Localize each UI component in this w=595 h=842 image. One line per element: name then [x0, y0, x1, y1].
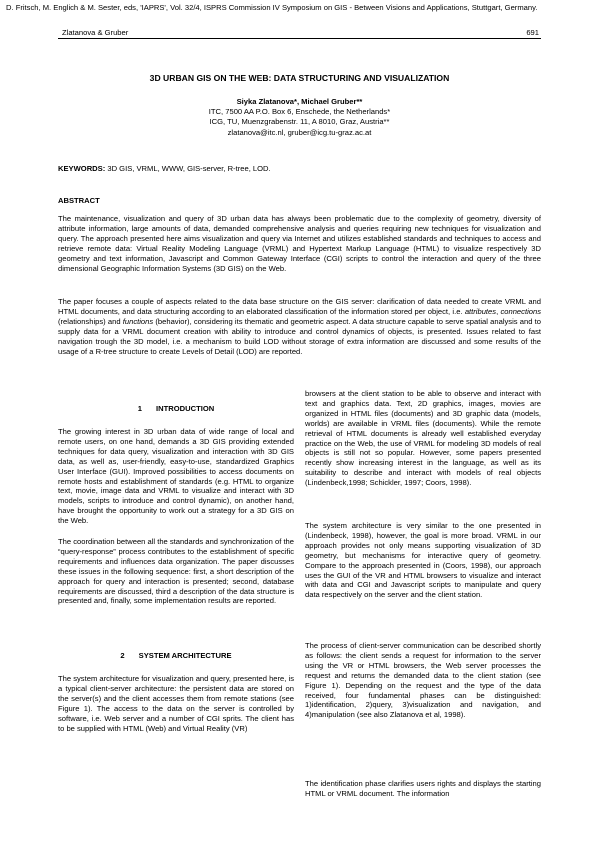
- affiliation-2: ICG, TU, Muenzgrabenstr. 11, A 8010, Graz, Austria**: [209, 117, 390, 127]
- term-connections: connections: [500, 306, 541, 316]
- section-1-heading: [58, 404, 294, 413]
- author-block: [58, 97, 541, 138]
- paper-title: 3D URBAN GIS ON THE WEB: DATA STRUCTURING AND VISUALIZATION: [149, 73, 450, 83]
- section-1-title: INTRODUCTION: [156, 404, 215, 413]
- citation-header: D. Fritsch, M. Englich & M. Sester, eds, 'IAPRS', Vol. 32/4, ISPRS Commission IV Symposium on GIS - Between Visions and Applications, Stuttgart, Germany.: [6, 3, 538, 12]
- author-names: Siyka Zlatanova*, Michael Gruber**: [236, 97, 363, 106]
- section-1-number: 1: [137, 404, 142, 413]
- section-2-title: SYSTEM ARCHITECTURE: [138, 651, 232, 660]
- page-number: 691: [526, 28, 539, 37]
- section-1-paragraph-2: The coordination between all the standards and synchronization of the “query-response” process contributes to the establishment of specific requirements and influences data organization. The paper discusses these issues in the following sequence: first, a short description of the approach for query and interaction is presented; second, database requirements are discussed, third a description of the data structure is presented and, finally, some implementation results are reported.: [58, 537, 294, 606]
- section-2-paragraph-1: The system architecture for visualization and query, presented here, is a typical client-server architecture: the persistent data are stored on the server(s) and the client accesses them from remote stations (see Figure 1). The access to the data on the server is controlled by software, i.e. Web server and a number of CGI sprits. The client has to be supplied with HTML (Web) and Virtual Reality (VR): [58, 674, 294, 733]
- keywords-text: 3D GIS, VRML, WWW, GIS-server, R-tree, LOD.: [105, 164, 271, 173]
- right-column-paragraph-2: The system architecture is very similar to the one presented in (Lindenbeck, 1998), however, the goal is more broad. VRML in our approach provides not only means supporting visualization of 3D geometry, but mechanisms for interactive query of geometry. Compare to the approach presented in (Coors, 1998), our approach uses the GUI of the VR and HTML browsers to visualize and interact with data and CGI and Javascript scripts to manipulate and query data respectively on the server and the client station.: [305, 521, 541, 600]
- section-2-number: 2: [120, 651, 125, 660]
- right-column-paragraph-3: The process of client-server communication can be described shortly as follows: the client sends a request for information to the server using the VR or HTML browsers, the Web server processes the request and returns the demanded data to the client station (see Figure 1). Depending on the request and the type of the data received, four fundamental phases can be distinguished: 1)identification, 2)query, 3)visualization and navigation, and 4)manipulation (see also Zlatanova et al, 1998).: [305, 641, 541, 720]
- affiliation-1: ITC, 7500 AA P.O. Box 6, Enschede, the Netherlands*: [208, 107, 391, 117]
- section-2-heading: [58, 651, 294, 660]
- abstract-paragraph-1: The maintenance, visualization and query of 3D urban data has always been problematic due to the complexity of geometry, diversity of attribute information, large amounts of data, demanded comprehensive analysis and queries requiring new techniques for visualization and query. The approach presented here aims visualization and query via Internet and utilizes established standards and techniques to access and retrieve remote data: Virtual Reality Modeling Language (VRML) and Hypertext Markup Language (HTML) to visualize respectively 3D geometry and text information, Javascript and Common Gateway Interface (CGI) scripts to control the interaction and query of the three dimensional Geographic Information Systems (3D GIS) on the Web.: [58, 214, 541, 273]
- header-rule: [58, 38, 541, 39]
- keywords-label: KEYWORDS:: [58, 164, 106, 173]
- term-functions: functions: [122, 316, 154, 326]
- term-attributes: attributes: [464, 306, 497, 316]
- abstract-p2-after: (behavior), considering its thematic and geometric aspect. A data structure capable to serve spatial analysis and to supply data for a VRML document creation with ability to introduce and control dynamics of objects, is presented. Issues related to fast navigation trough the 3D model, i.e. a mechanism to build LOD without storage of extra information are discussed and some results of the usage of a R-tree structure to create Levels of Detail (LOD) are reported.: [58, 316, 541, 356]
- abstract-p2-before: The paper focuses a couple of aspects related to the data base structure on the GIS server: clarification of data needed to create VRML and HTML documents, and data structuring according to an elaborated classification of the information stored per object, i.e.: [58, 297, 541, 316]
- running-header-authors: Zlatanova & Gruber: [62, 28, 129, 37]
- author-emails: zlatanova@itc.nl, gruber@icg.tu-graz.ac.at: [227, 127, 372, 137]
- abstract-p2-mid: (relationships) and: [58, 316, 123, 326]
- abstract-paragraph-2: [58, 297, 541, 356]
- keywords: [58, 164, 541, 173]
- right-column-paragraph-1: browsers at the client station to be able to observe and interact with text and graphics data. Text, 2D graphics, images, movies are organized in HTML files (documents) and 3D graphic data (models, worlds) are available in VRML files (documents). While the remote retrieval of HTML documents is already well established everyday practice on the Web, the use of VRML for modeling 3D models of real objects is still not so popular. However, some papers presented recently show increasing interest in the language, as well as its suitability to describe and interact with models of real objects (Lindenbeck,1998; Schickler, 1997; Coors, 1998).: [305, 389, 541, 488]
- section-1-paragraph-1: The growing interest in 3D urban data of wide range of local and remote users, on one hand, demands a 3D GIS providing extended techniques for data query, visualization and interaction with 3D GIS data, as well as, user-friendly, easy-to-use, standardized Graphics User Interface (GUI). Improved possibilities to access documents on remote hosts and establishment of standards (e.g. HTML to organize text, movie, image data and VRML to visualize and interact with 3D models, scripts to introduce and control dynamic), on another hand, have brought the opportunity to work out a strategy for a 3D GIS on the Web.: [58, 427, 294, 526]
- right-column-paragraph-4: The identification phase clarifies users rights and displays the starting HTML or VRML document. The information: [305, 779, 541, 798]
- abstract-heading: ABSTRACT: [58, 196, 100, 205]
- abstract-p2-sep: ,: [496, 306, 501, 316]
